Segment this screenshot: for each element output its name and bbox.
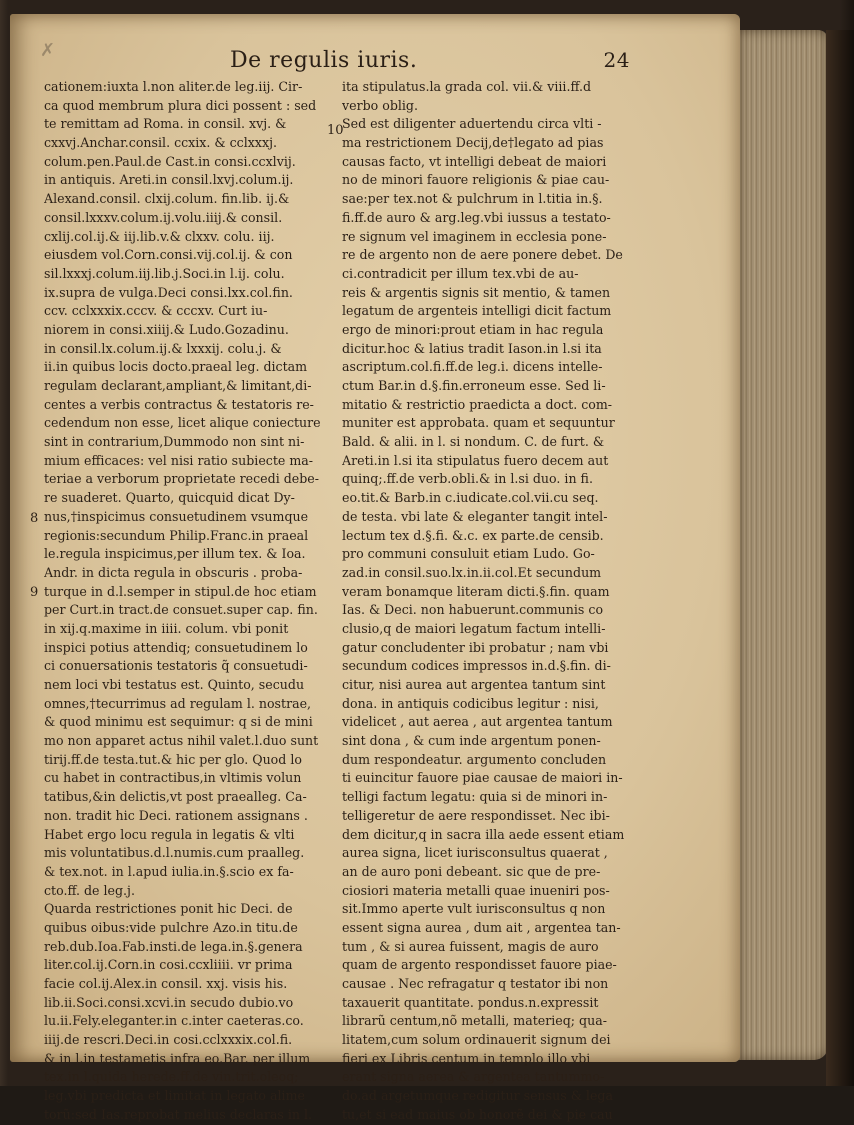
text-line: sit.Immo aperte vult iurisconsultus q non — [342, 901, 606, 917]
text-line: essent signa aurea , dum ait , argentea tan- — [342, 919, 621, 935]
folio-number: 24 — [603, 48, 630, 72]
text-line: Areti.in l.si ita stipulatus fuero decem aut — [342, 452, 609, 468]
text-line: verbo oblig. — [342, 97, 418, 113]
text-line: muniter est approbata. quam et sequuntur — [342, 415, 615, 431]
text-line: reis & argentis signis sit mentio, & tamen — [342, 284, 611, 300]
text-line: causae . Nec refragatur q testator ibi non — [342, 976, 609, 991]
text-line: nus,†inspicimus consuetudinem vsumque — [44, 508, 309, 524]
text-line: ca quod membrum plura dici possent : sed — [44, 97, 317, 113]
text-line: clusio,q de maiori legatum factum intelli- — [342, 620, 606, 636]
text-line: videlicet , aut aerea , aut argentea tantum — [342, 714, 613, 730]
text-line: centes a verbis contractus & testatoris re- — [44, 396, 314, 412]
text-line: erant signa aerea & argentea tantummo- — [342, 1069, 605, 1085]
text-line: do.ad argetumque redigitur sensus & lega — [342, 1088, 613, 1104]
text-line: eo.tit.& Barb.in c.iudicate.col.vii.cu seq. — [342, 490, 599, 506]
text-line: ita stipulatus.la grada col. vii.& viii.ff.d — [342, 79, 592, 94]
text-line: ergo de minori:prout etiam in hac regula — [342, 321, 604, 337]
text-line: in antiquis. Areti.in consil.lxvj.colum.ij. — [44, 172, 294, 188]
text-line: liter.col.ij.Corn.in cosi.ccxliiii. vr prima — [44, 957, 293, 973]
text-line: Alexand.consil. clxij.colum. fin.lib. ij.& — [44, 191, 290, 207]
text-line: ma restrictionem Decij,de†legato ad pias — [342, 135, 604, 151]
running-head — [230, 48, 650, 78]
text-line: sint dona , & cum inde argentum ponen- — [342, 733, 601, 749]
text-line: fi.ff.de auro & arg.leg.vbi iussus a testato- — [342, 209, 611, 225]
text-line: regulam declarant,ampliant,& limitant,di- — [44, 378, 312, 393]
text-line: Bald. & alii. in l. si nondum. C. de furt. & — [342, 434, 605, 450]
text-line: quinq;.ff.de verb.obli.& in l.si duo. in fi. — [342, 471, 593, 487]
text-line: ccv. cclxxxix.cccv. & cccxv. Curt iu- — [44, 303, 268, 319]
text-line: ci.contradicit per illum tex.vbi de au- — [342, 265, 579, 281]
text-line: ciosiori materia metalli quae inueniri pos- — [342, 882, 610, 898]
text-line: mis voluntatibus.d.l.numis.cum praalleg. — [44, 845, 305, 861]
text-line: sint in contrarium,Dummodo non sint ni- — [44, 434, 305, 450]
text-line: cxxvj.Anchar.consil. ccxix. & cclxxxj. — [44, 135, 277, 151]
text-line: Andr. in dicta regula in obscuris . proba- — [44, 564, 303, 580]
text-line: tum , & si aurea fuissent, magis de auro — [342, 938, 599, 954]
text-line: an de auro poni debeant. sic que de pre- — [342, 863, 601, 879]
text-line: eiusdem vol.Corn.consi.vij.col.ij. & con — [44, 247, 293, 263]
text-line: sil.lxxxj.colum.iij.lib.j.Soci.in l.ij. colu. — [44, 265, 285, 281]
text-line: ctum Bar.in d.§.fin.erroneum esse. Sed li- — [342, 378, 606, 393]
margin-number-8: 8 — [30, 511, 39, 526]
text-line: quam de argento respondisset fauore piae- — [342, 957, 617, 973]
text-line: te remittam ad Roma. in consil. xvj. & — [44, 116, 287, 132]
text-line: litatem,cum solum ordinauerit signum dei — [342, 1032, 611, 1048]
text-line: cationem:iuxta l.non aliter.de leg.iij. Cir- — [44, 79, 303, 94]
text-line: cxlij.col.ij.& iij.lib.v.& clxxv. colu. iij. — [44, 228, 275, 244]
text-line: legatum de argenteis intelligi dicit factum — [342, 303, 612, 319]
page-edges — [738, 30, 828, 1060]
text-line: tatibus,&in delictis,vt post praealleg. Ca- — [44, 789, 307, 805]
text-line: niorem in consi.xiiij.& Ludo.Gozadinu. — [44, 321, 289, 337]
text-line: consil.lxxxv.colum.ij.volu.iiij.& consil. — [44, 209, 283, 225]
text-line: fieri ex Libris centum in templo illo vbi — [342, 1050, 591, 1066]
text-line: reb.dub.Ioa.Fab.insti.de lega.in.§.genera — [44, 938, 303, 954]
ink-mark-icon: ✗ — [40, 40, 56, 61]
text-line: lectum tex d.§.fi. &.c. ex parte.de censib. — [342, 527, 604, 543]
text-line: ix.supra de vulga.Deci consi.lxx.col.fin. — [44, 284, 293, 300]
text-line: tu,et si ead maius ob honorẽ dei & pie cau — [342, 1106, 613, 1122]
text-line: per Curt.in tract.de consuet.super cap. fin. — [44, 602, 318, 618]
right-column — [342, 78, 630, 1125]
text-line: tex.in l.quida herede.ff.de vin.trit.oleoq; — [44, 1069, 299, 1085]
text-line: dum respondeatur. argumento concluden — [342, 751, 607, 767]
text-line: Habet ergo locu regula in legatis & vlti — [44, 826, 295, 842]
text-line: ascriptum.col.fi.ff.de leg.i. dicens intelle- — [342, 359, 603, 375]
text-line: sae:per tex.not & pulchrum in l.titia in.§. — [342, 191, 603, 207]
text-line: tirij.ff.de testa.tut.& hic per glo. Quod lo — [44, 751, 302, 767]
text-line: non. tradit hic Deci. rationem assignans . — [44, 807, 308, 823]
text-line: telligi factum legatu: quia si de minori in- — [342, 789, 608, 805]
text-line: regionis:secundum Philip.Franc.in praeal — [44, 527, 309, 543]
text-line: Quarda restrictiones ponit hic Deci. de — [44, 901, 293, 917]
text-line: & in l.in testametis infra eo.Bar. per illum — [44, 1050, 311, 1066]
text-line: torũ:sed Ias.reprobat melius declaras in l. — [44, 1106, 313, 1122]
text-line: teriae a verborum proprietate recedi debe- — [44, 471, 320, 487]
text-line: librarũ centum,nõ metalli, materieq; qua- — [342, 1013, 607, 1029]
text-line: in consil.lx.colum.ij.& lxxxij. colu.j. & — [44, 340, 282, 356]
text-line: quibus oibus:vide pulchre Azo.in titu.de — [44, 919, 298, 935]
text-line: turque in d.l.semper in stipul.de hoc etiam — [44, 583, 317, 599]
text-line: inspici potius attendiq; consuetudinem lo — [44, 639, 308, 655]
text-line: ii.in quibus locis docto.praeal leg. dictam — [44, 359, 308, 375]
text-line: ci conuersationis testatoris q̃ consuetudi- — [44, 658, 308, 674]
text-line: mo non apparet actus nihil valet.l.duo sunt — [44, 733, 319, 749]
text-line: no de minori fauore religionis & piae cau- — [342, 172, 610, 188]
margin-number-9: 9 — [30, 585, 39, 600]
text-line: in xij.q.maxime in iiii. colum. vbi ponit — [44, 620, 289, 636]
text-line: causas facto, vt intelligi debeat de maiori — [342, 153, 607, 169]
text-line: dem dicitur,q in sacra illa aede essent etiam — [342, 826, 625, 842]
text-line: Sed est diligenter aduertendu circa vlti - — [342, 116, 602, 132]
text-line: telligeretur de aere respondisset. Nec ibi- — [342, 807, 610, 823]
text-line: & tex.not. in l.apud iulia.in.§.scio ex fa- — [44, 863, 294, 879]
text-line: citur, nisi aurea aut argentea tantum sint — [342, 677, 606, 692]
text-line: omnes,†tecurrimus ad regulam l. nostrae, — [44, 695, 312, 711]
cover-edge — [826, 30, 854, 1086]
text-line: mitatio & restrictio praedicta a doct. com- — [342, 396, 613, 412]
text-line: iiij.de rescri.Deci.in cosi.cclxxxix.col.fi. — [44, 1032, 293, 1048]
text-line: re suaderet. Quarto, quicquid dicat Dy- — [44, 490, 295, 506]
text-line: dicitur.hoc & latius tradit Iason.in l.si ita — [342, 340, 602, 356]
text-line: veram bonamque literam dicti.§.fin. quam — [342, 583, 610, 599]
text-line: cto.ff. de leg.j. — [44, 882, 135, 898]
text-line: lu.ii.Fely.eleganter.in c.inter caeteras.co. — [44, 1013, 304, 1029]
text-line: & quod minimu est sequimur: q si de mini — [44, 714, 313, 730]
text-line: re de argento non de aere ponere debet. De — [342, 247, 623, 263]
text-line: dona. in antiquis codicibus legitur : nisi, — [342, 695, 599, 711]
text-line: gatur concludenter ibi probatur ; nam vbi — [342, 639, 609, 655]
text-line: Ias. & Deci. non habuerunt.communis co — [342, 602, 604, 618]
text-line: re signum vel imaginem in ecclesia pone- — [342, 228, 607, 244]
left-column — [44, 78, 326, 1125]
text-line: colum.pen.Paul.de Cast.in consi.ccxlvij. — [44, 153, 296, 169]
text-line: le.regula inspicimus,per illum tex. & Ioa. — [44, 546, 306, 562]
text-line: cedendum non esse, licet alique coniecture — [44, 415, 321, 431]
text-line: leg.vbi predicta et limitat in legato alime — [44, 1088, 305, 1104]
text-line: facie col.ij.Alex.in consil. xxj. visis his. — [44, 976, 288, 991]
text-line: cu habet in contractibus,in vltimis volun — [44, 770, 302, 786]
text-line: lib.ii.Soci.consi.xcvi.in secudo dubio.vo — [44, 994, 294, 1010]
text-line: zad.in consil.suo.lx.in.ii.col.Et secundum — [342, 564, 602, 580]
margin-number-10: 10 — [327, 123, 344, 138]
page-title: De regulis iuris. — [230, 48, 418, 73]
text-line: secundum codices impressos in.d.§.fin. di- — [342, 658, 611, 674]
text-line: de testa. vbi late & eleganter tangit intel- — [342, 508, 608, 524]
text-line: ti euincitur fauore piae causae de maiori in- — [342, 770, 623, 786]
text-line: mium efficaces: vel nisi ratio subiecte ma- — [44, 452, 314, 468]
text-line: taxauerit quantitate. pondus.n.expressit — [342, 994, 599, 1010]
text-line: nem loci vbi testatus est. Quinto, secudu — [44, 677, 305, 692]
text-line: pro communi consuluit etiam Ludo. Go- — [342, 546, 595, 562]
text-line: aurea signa, licet iurisconsultus quaerat , — [342, 845, 608, 861]
